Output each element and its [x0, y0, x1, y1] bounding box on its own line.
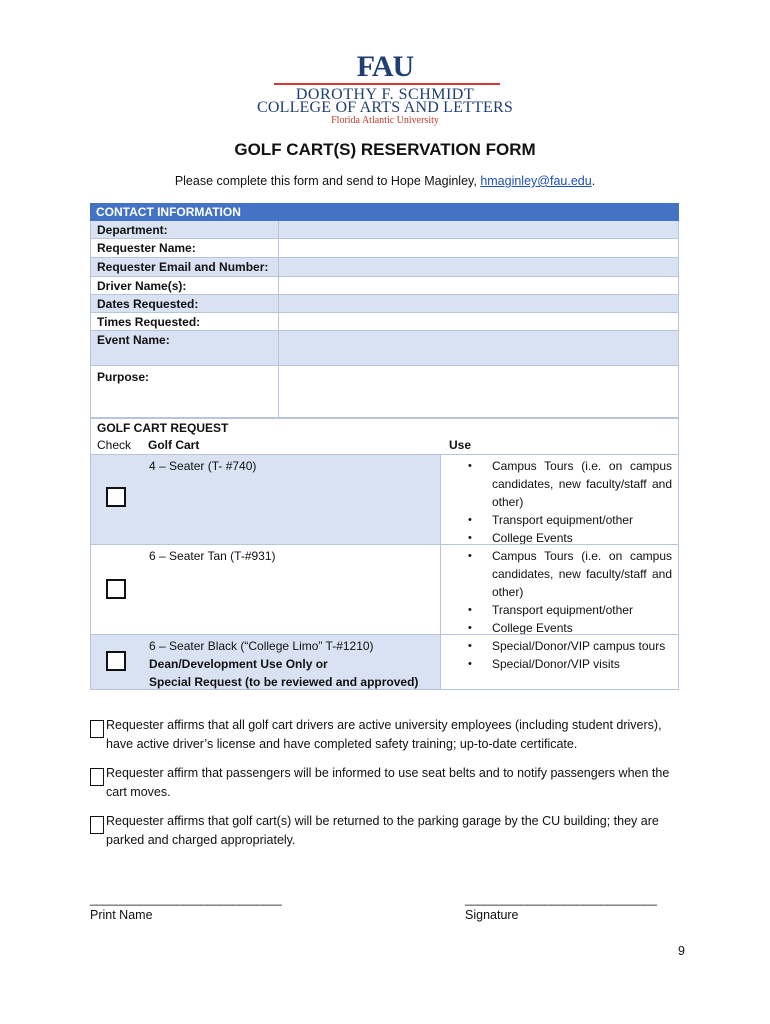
page-number: 9 — [678, 944, 685, 958]
golf-cart-table — [90, 418, 679, 690]
golf-cart-column-header: Golf Cart — [148, 438, 200, 452]
event-name-field[interactable] — [278, 331, 678, 365]
use-item: • Campus Tours (i.e. on campus candidates, new faculty/staff and other) — [492, 457, 672, 511]
logo-rule — [274, 83, 500, 85]
cart-name: 6 – Seater Tan (T-#931) — [149, 549, 276, 563]
requester-email-field[interactable] — [278, 258, 678, 276]
cart-cell — [141, 545, 441, 634]
form-title: GOLF CART(S) RESERVATION FORM — [234, 140, 536, 159]
cart-cell — [141, 455, 441, 544]
purpose-field[interactable] — [278, 366, 678, 417]
signature-label: Signature — [465, 908, 519, 922]
signature-line[interactable]: _______________________________ — [465, 892, 657, 906]
contact-row-requester-email — [90, 258, 679, 277]
contact-header: CONTACT INFORMATION — [90, 203, 679, 221]
dates-label: Dates Requested: — [97, 297, 199, 311]
check-column-header: Check — [97, 438, 132, 452]
affirmation-checkbox[interactable] — [90, 768, 104, 786]
contact-row-department — [90, 221, 679, 239]
department-label: Department: — [97, 223, 168, 237]
times-field[interactable] — [278, 313, 678, 330]
affirmation-checkbox[interactable] — [90, 720, 104, 738]
requester-email-label: Requester Email and Number: — [97, 260, 269, 274]
times-label: Times Requested: — [97, 315, 201, 329]
intro-body: Please complete this form and send to Hope Maginley, — [174, 174, 481, 188]
use-cell — [442, 545, 678, 634]
print-name-label: Print Name — [90, 908, 153, 922]
event-name-label: Event Name: — [97, 333, 170, 347]
use-cell — [442, 455, 678, 544]
use-item: • Transport equipment/other — [492, 601, 672, 619]
cart-cell — [141, 635, 441, 689]
golf-cart-row-6-seater-black — [90, 634, 679, 690]
affirmation-passengers — [90, 764, 685, 802]
contact-row-driver-names — [90, 277, 679, 295]
use-item: • Transport equipment/other — [492, 511, 672, 529]
use-item: • Special/Donor/VIP visits — [492, 655, 672, 673]
driver-names-field[interactable] — [278, 277, 678, 294]
contact-row-times — [90, 313, 679, 331]
cart-name: 4 – Seater (T- #740) — [149, 459, 257, 473]
purpose-label: Purpose: — [97, 370, 150, 384]
golf-cart-header: GOLF CART REQUEST — [90, 418, 679, 436]
contact-row-dates — [90, 295, 679, 313]
check-cell — [91, 455, 142, 544]
intro-end: . — [591, 174, 596, 188]
logo-line2: COLLEGE OF ARTS AND LETTERS — [256, 99, 513, 116]
logo-line1: DOROTHY F. SCHMIDT — [295, 86, 475, 103]
contact-row-purpose — [90, 366, 679, 418]
contact-table — [90, 203, 679, 418]
golf-cart-row-4-seater — [90, 454, 679, 544]
department-field[interactable] — [278, 221, 678, 238]
checkbox-6-seater-black[interactable] — [106, 651, 126, 671]
golf-cart-column-headers — [90, 436, 679, 454]
use-cell — [442, 635, 678, 689]
affirmation-text: Requester affirms that golf cart(s) will be returned to the parking garage by the CU building; they are parked and charged appropriately. — [106, 814, 659, 847]
fau-logo: FAU — [356, 50, 414, 83]
check-cell — [91, 635, 142, 689]
affirmation-text: Requester affirm that passengers will be informed to use seat belts and to notify passengers when the cart moves. — [106, 766, 670, 799]
requester-name-field[interactable] — [278, 239, 678, 257]
email-link[interactable]: hmaginley@fau.edu — [480, 174, 592, 188]
use-column-header: Use — [449, 438, 472, 452]
affirmation-return — [90, 812, 685, 850]
cart-name: 6 – Seater Black (“College Limo” T-#1210) — [149, 639, 374, 653]
checkbox-4-seater[interactable] — [106, 487, 126, 507]
intro-text — [0, 174, 770, 188]
contact-row-event-name — [90, 331, 679, 366]
use-item: • College Events — [492, 619, 672, 637]
requester-name-label: Requester Name: — [97, 241, 196, 255]
contact-row-requester-name — [90, 239, 679, 258]
use-item: • Special/Donor/VIP campus tours — [492, 637, 672, 655]
cart-note: Dean/Development Use Only or — [149, 657, 328, 671]
affirmation-drivers — [90, 716, 685, 754]
driver-names-label: Driver Name(s): — [97, 279, 187, 293]
logo-line3: Florida Atlantic University — [331, 115, 439, 126]
affirmation-text: Requester affirms that all golf cart drivers are active university employees (including student drivers), have active driver’s license and have completed safety training; up-to-date certificate. — [106, 718, 662, 751]
checkbox-6-seater-tan[interactable] — [106, 579, 126, 599]
golf-cart-row-6-seater-tan — [90, 544, 679, 634]
dates-field[interactable] — [278, 295, 678, 312]
print-name-line[interactable]: _______________________________ — [90, 892, 282, 906]
affirmation-checkbox[interactable] — [90, 816, 104, 834]
check-cell — [91, 545, 142, 634]
use-item: • Campus Tours (i.e. on campus candidates, new faculty/staff and other) — [492, 547, 672, 601]
cart-note: Special Request (to be reviewed and approved) — [149, 675, 419, 689]
use-item: • College Events — [492, 529, 672, 547]
